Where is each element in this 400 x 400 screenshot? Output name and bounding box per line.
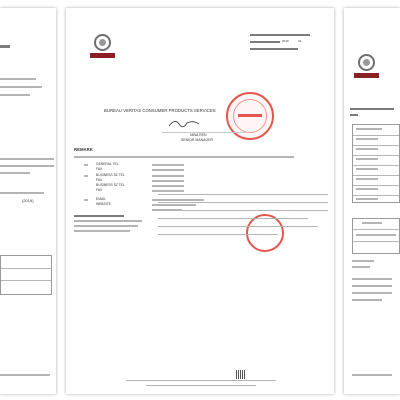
contact-label: BUSINESS SZ TEL	[96, 173, 125, 177]
footer-line	[146, 385, 256, 386]
contact-index-b	[84, 175, 88, 177]
bureau-veritas-logo-icon	[94, 34, 111, 51]
table-cell-text	[356, 234, 396, 236]
note-line	[352, 278, 392, 280]
fine-print-line	[158, 210, 328, 211]
fine-print-line	[158, 202, 328, 203]
signatory-name: NINA REN	[190, 133, 207, 137]
footer-line	[126, 380, 276, 381]
test-items-table	[352, 124, 400, 203]
summary-table	[0, 255, 52, 295]
bureau-veritas-logo-band	[90, 53, 115, 58]
issue-date-year: 2019	[282, 39, 289, 43]
page-count-line	[0, 94, 30, 96]
note-line	[352, 292, 392, 294]
table-cell-text	[356, 148, 378, 150]
note-line	[352, 260, 374, 262]
company-address-line	[74, 220, 142, 222]
contact-number	[152, 180, 184, 182]
remark-heading: REMARK	[74, 147, 93, 152]
company-name-line	[74, 215, 124, 217]
contact-number	[152, 185, 184, 187]
inspection-stamp	[246, 214, 284, 252]
report-page-left	[0, 8, 56, 394]
report-number-line	[0, 78, 36, 80]
report-page-main	[66, 8, 334, 394]
report-number-line	[250, 34, 310, 36]
table-cell-text	[356, 198, 378, 200]
section-title-line	[350, 108, 394, 110]
table-cell-text	[356, 168, 378, 170]
table-cell-text	[356, 128, 382, 130]
page-count-line	[250, 48, 298, 50]
note-line	[352, 285, 392, 287]
footer-line	[0, 374, 50, 376]
fine-print-line	[158, 194, 328, 195]
info-line	[0, 158, 54, 160]
email-value[interactable]	[152, 199, 204, 201]
info-line	[0, 165, 54, 167]
contact-label: FAX	[96, 178, 103, 182]
table-cell-text	[356, 158, 378, 160]
report-title-line	[0, 45, 10, 48]
info-line	[0, 192, 44, 194]
bureau-veritas-logo-band	[354, 73, 379, 78]
note-line	[352, 266, 370, 268]
company-email-line	[74, 230, 130, 232]
info-line	[0, 172, 30, 174]
issue-date-line	[0, 86, 42, 88]
table-cell-text	[356, 188, 378, 190]
contact-label: BUSINESS SZ TEL	[96, 183, 125, 187]
contact-label: GENERAL TEL	[96, 162, 119, 166]
signature	[167, 116, 201, 130]
fine-print-line	[158, 234, 278, 235]
table-cell-text	[356, 138, 378, 140]
table-cell-text	[362, 222, 382, 224]
fine-print-line	[158, 226, 318, 227]
website-value[interactable]	[152, 204, 196, 206]
table-cell-text	[356, 178, 378, 180]
page-code-fragment: (2019)	[22, 198, 34, 203]
bureau-veritas-logo-icon	[358, 54, 375, 71]
fine-print-line	[158, 218, 308, 219]
contact-number	[152, 190, 184, 192]
issue-date-line	[250, 41, 280, 43]
company-phone-line	[74, 225, 138, 227]
qr-code-icon	[236, 370, 245, 379]
contact-number	[152, 164, 184, 166]
note-line	[352, 299, 382, 301]
contact-label: WEBSITE	[96, 202, 111, 206]
report-page-right	[344, 8, 400, 394]
remark-text-line	[74, 156, 294, 158]
contact-label: FAX	[96, 188, 103, 192]
signatory-title: SENIOR MANAGER	[181, 138, 214, 142]
contact-label: FAX	[96, 167, 103, 171]
contact-number	[152, 169, 184, 171]
section-title-line	[350, 114, 358, 116]
issue-date-month: 01	[298, 39, 302, 43]
contact-index-c	[84, 199, 88, 201]
contact-index-a	[84, 164, 88, 166]
bureau-heading: BUREAU VERITAS CONSUMER PRODUCTS SERVICES	[104, 108, 216, 113]
contact-number	[152, 175, 184, 177]
contact-label: EMAIL	[96, 197, 106, 201]
footer-line	[352, 374, 392, 376]
